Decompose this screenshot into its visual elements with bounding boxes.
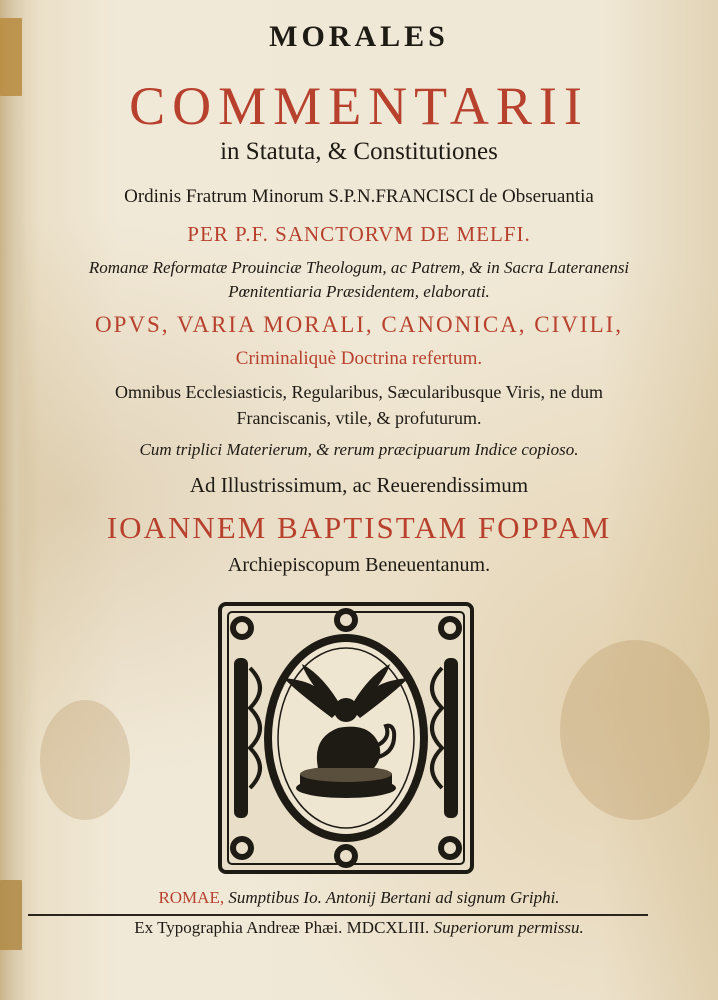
- imprint-permission: Superiorum permissu.: [433, 918, 584, 937]
- foxing-stain: [560, 640, 710, 820]
- griffin-printer-device-icon: [214, 598, 478, 878]
- title-line-morales: MORALES: [269, 20, 449, 53]
- dedicatee-title: Archiepiscopum Beneuentanum.: [227, 554, 491, 576]
- imprint-rule: [28, 914, 648, 916]
- title-line-ordinis: Ordinis Fratrum Minorum S.P.N.FRANCISCI de Obseruantia: [124, 186, 594, 207]
- index-line: Cum triplici Materierum, & rerum præcipuarum Indice copioso.: [139, 440, 579, 459]
- foxing-stain: [40, 700, 130, 820]
- audience-line-2: Franciscanis, vtile, & profuturum.: [236, 408, 482, 428]
- imprint-publisher: Sumptibus Io. Antonij Bertani ad signum Griphi.: [228, 888, 560, 907]
- dedication-line: Ad Illustrissimum, ac Reuerendissimum: [189, 473, 529, 497]
- title-line-statuta: in Statuta, & Constitutiones: [220, 138, 498, 165]
- dedicatee-name: IOANNEM BAPTISTAM FOPPAM: [106, 510, 612, 545]
- imprint-line-2: [0, 918, 718, 938]
- imprint-place: ROMAE,: [158, 888, 225, 907]
- opus-line: OPVS, VARIA MORALI, CANONICA, CIVILI,: [94, 312, 624, 337]
- imprint-line-1: [0, 888, 718, 908]
- author-line: PER P.F. SANCTORVM DE MELFI.: [187, 222, 531, 246]
- title-line-commentarii: COMMENTARII: [129, 76, 589, 136]
- opus-subline: Criminaliquè Doctrina refertum.: [235, 348, 483, 369]
- imprint-year: MDCXLIII.: [346, 918, 430, 937]
- author-title-line-2: Pœnitentiaria Præsidentem, elaborati.: [228, 282, 490, 301]
- audience-line-1: Omnibus Ecclesiasticis, Regularibus, Sæcularibusque Viris, ne dum: [114, 382, 604, 402]
- imprint-printer: Ex Typographia Andreæ Phæi.: [134, 918, 343, 937]
- author-title-line-1: Romanæ Reformatæ Prouinciæ Theologum, ac Patrem, & in Sacra Lateranensi: [88, 258, 630, 277]
